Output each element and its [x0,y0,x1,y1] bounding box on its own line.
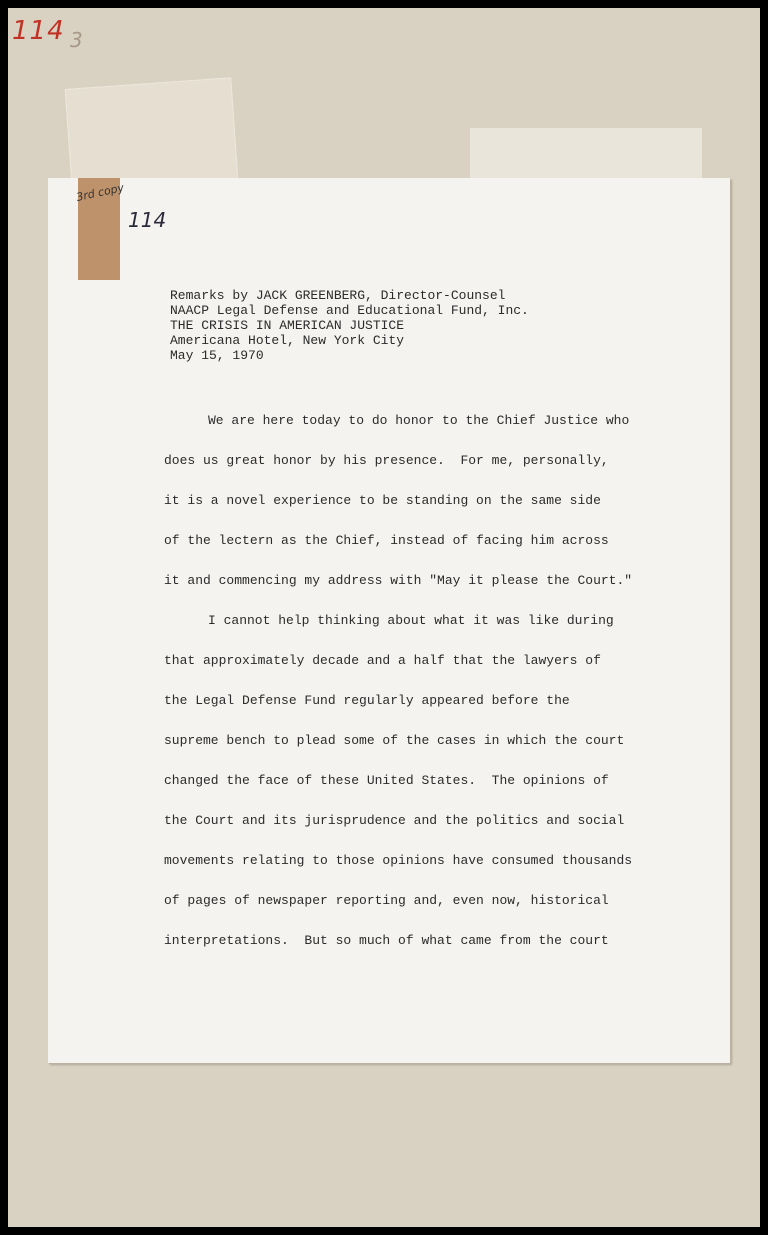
header-line: Remarks by JACK GREENBERG, Director-Counsel [170,288,506,303]
body-line: it is a novel experience to be standing on the same side [164,493,601,508]
pencil-mark: 3 [70,28,83,52]
body-line: does us great honor by his presence. For me, personally, [164,453,609,468]
speech-body [164,411,684,971]
scan-background [8,8,760,1227]
header-line: NAACP Legal Defense and Educational Fund, Inc. [170,303,529,318]
clear-tape-left [65,77,239,190]
body-line: interpretations. But so much of what came from the court [164,933,609,948]
document-page [48,178,730,1063]
body-line: changed the face of these United States. The opinions of [164,773,609,788]
header-line: Americana Hotel, New York City [170,333,405,348]
archive-number-handwritten: 114 [12,16,65,46]
body-line: I cannot help thinking about what it was like during [208,613,614,628]
body-line: We are here today to do honor to the Chief Justice who [208,413,630,428]
speech-header [170,288,529,363]
body-line: the Court and its jurisprudence and the politics and social [164,813,625,828]
copy-note: 3rd copy [75,181,126,204]
page-number-handwritten: 114 [128,208,167,232]
body-line: supreme bench to plead some of the cases in which the court [164,733,625,748]
header-line: THE CRISIS IN AMERICAN JUSTICE [170,318,405,333]
body-line: the Legal Defense Fund regularly appeared before the [164,693,570,708]
body-line: it and commencing my address with "May it please the Court." [164,573,633,588]
body-line: of pages of newspaper reporting and, even now, historical [164,893,609,908]
body-line: of the lectern as the Chief, instead of facing him across [164,533,609,548]
header-line: May 15, 1970 [170,348,264,363]
clear-tape-right [470,128,702,183]
body-line: that approximately decade and a half that the lawyers of [164,653,601,668]
body-line: movements relating to those opinions have consumed thousands [164,853,633,868]
